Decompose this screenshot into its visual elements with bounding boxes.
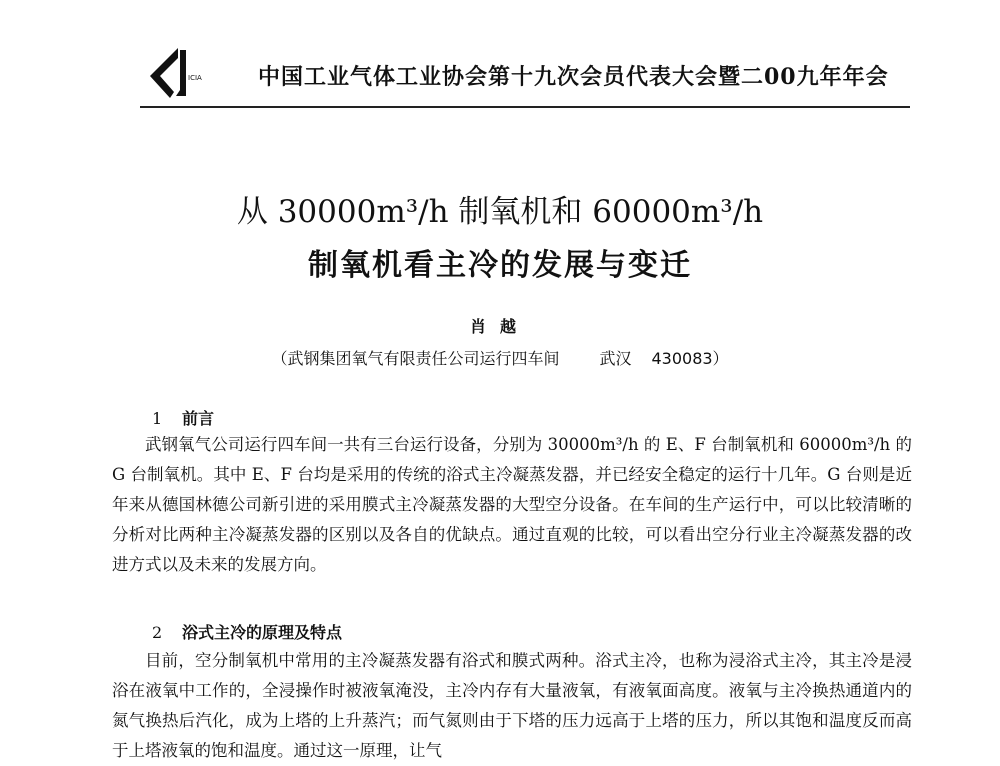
paper-title-line-2: 制氧机看主冷的发展与变迁 xyxy=(308,248,692,283)
section-heading xyxy=(152,620,342,643)
section-body: 武钢氧气公司运行四车间一共有三台运行设备，分别为 30000m³/h 的 E、F 台制氧机和 60000m³/h 的 G 台制氧机。其中 E、F 台均是采用的传统的浴式主冷凝蒸发器，并已经安全稳定的运行十几年。G 台则是近年来从德国林德公司新引进的采用膜式主冷凝蒸发器的大型空分设备。在车间的生产运行中，可以比较清晰的分析对比两种主冷凝蒸发器的区别以及各自的优缺点。通过直观的比较，可以看出空分行业主冷凝蒸发器的改进方式以及未来的发展方向。 xyxy=(112,435,912,574)
conference-title: 中国工业气体工业协会第十九次会员代表大会暨二00九年年会 xyxy=(258,64,889,90)
affiliation-postcode: 430083） xyxy=(651,349,729,368)
association-logo xyxy=(140,46,200,102)
affiliation-city: 武汉 xyxy=(599,349,632,368)
section-heading xyxy=(152,406,214,429)
header-divider xyxy=(140,106,910,108)
section-title: 浴式主冷的原理及特点 xyxy=(182,623,343,642)
section-number: 2 xyxy=(152,623,163,642)
author-name: 肖越 xyxy=(469,317,530,336)
logo-text: ICIA xyxy=(188,74,202,82)
page-header xyxy=(140,40,910,108)
section-body: 目前，空分制氧机中常用的主冷凝蒸发器有浴式和膜式两种。浴式主冷，也称为浸浴式主冷，其主冷是浸浴在液氧中工作的，全浸操作时被液氧淹没，主冷内存有大量液氧，有液氧面高度。液氧与主冷换热通道内的氮气换热后汽化，成为上塔的上升蒸汽；而气氮则由于下塔的压力远高于上塔的压力，所以其饱和温度反而高于上塔液氧的饱和温度。通过这一原理，让气 xyxy=(112,651,912,760)
section-title: 前言 xyxy=(182,409,215,428)
section-number: 1 xyxy=(152,409,163,428)
affiliation-org: （武钢集团氧气有限责任公司运行四车间 xyxy=(271,349,560,368)
paper-title-line-1: 从 30000m³/h 制氧机和 60000m³/h xyxy=(236,194,764,230)
affiliation xyxy=(0,346,1000,369)
